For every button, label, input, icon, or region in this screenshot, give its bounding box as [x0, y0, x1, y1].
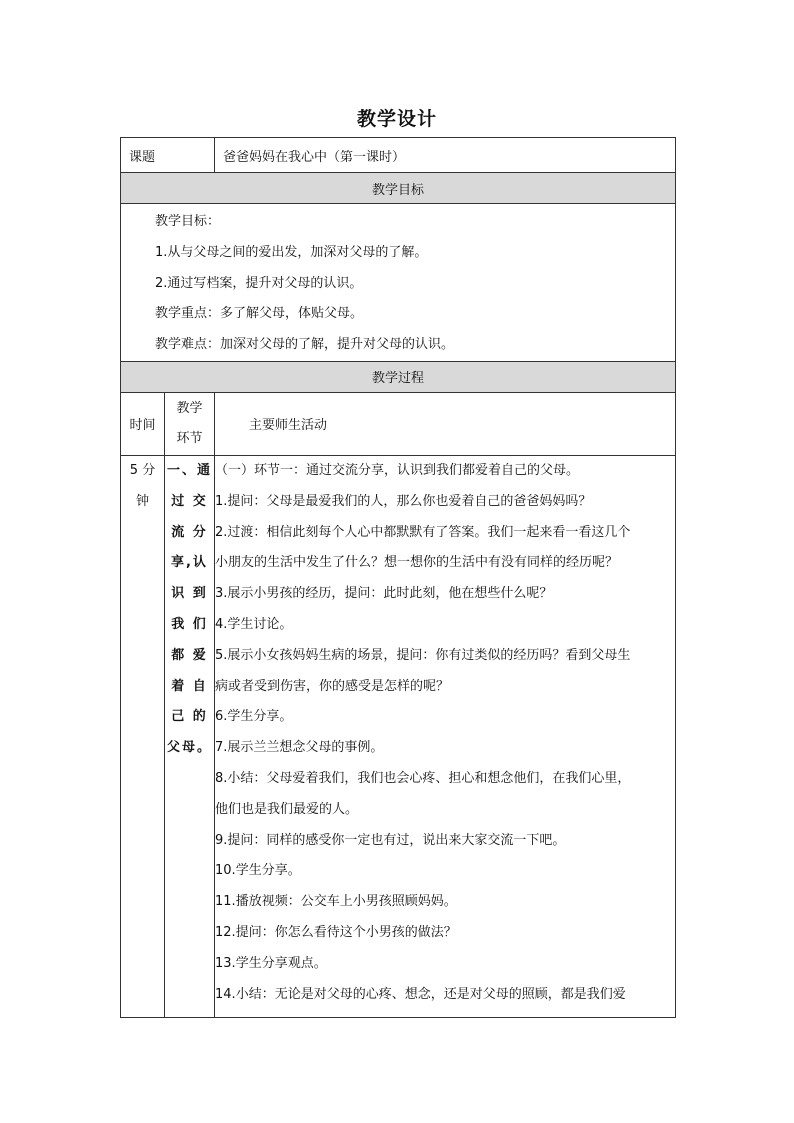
document-title: 教学设计	[356, 108, 437, 130]
objective-line: 教学难点：加深对父母的了解，提升对父母的认识。	[155, 337, 455, 353]
activity-line: 13.学生分享观点。	[215, 955, 327, 971]
activity-line: 7.展示兰兰想念父母的事例。	[215, 740, 384, 756]
activity-line: 小朋友的生活中发生了什么？想一想你的生活中有没有同样的经历呢？	[215, 555, 619, 571]
stage-line: 都 爱	[171, 647, 208, 663]
activity-line: 病或者受到伤害，你的感受是怎样的呢？	[215, 678, 450, 694]
objective-line: 教学目标：	[155, 214, 221, 229]
col-header-activity: 主要师生活动	[215, 392, 676, 455]
stage-line: 着 自	[171, 678, 208, 694]
objectives-header: 教学目标	[121, 173, 676, 204]
activity-line: 2.过渡：相信此刻每个人心中都默默有了答案。我们一起来看一看这几个	[215, 524, 631, 540]
activity-line: 12.提问：你怎么看待这个小男孩的做法？	[215, 924, 457, 940]
stage-line: 流 分	[171, 524, 208, 540]
stage-cell	[165, 455, 215, 1017]
activity-line: （一）环节一：通过交流分享，认识到我们都爱着自己的父母。	[215, 462, 580, 478]
objectives-cell	[121, 204, 676, 362]
objective-line: 1.从与父母之间的爱出发，加深对父母的了解。	[155, 244, 428, 260]
stage-line: 父母。	[167, 740, 213, 756]
stage-line: 一、通	[167, 462, 213, 478]
time-line: 钟	[135, 493, 149, 509]
activity-line: 4.学生讨论。	[215, 616, 293, 632]
objective-line: 2.通过写档案，提升对父母的认识。	[155, 275, 363, 291]
activity-line: 5.展示小女孩妈妈生病的场景，提问：你有过类似的经历吗？看到父母生	[215, 647, 631, 663]
time-line: 5 分	[129, 462, 156, 478]
activity-line: 3.展示小男孩的经历，提问：此时此刻，他在想些什么呢？	[215, 586, 553, 602]
time-cell	[121, 455, 165, 1017]
col-header-time: 时间	[121, 392, 165, 455]
activity-line: 他们也是我们最爱的人。	[215, 801, 359, 817]
stage-line: 识 到	[171, 586, 208, 602]
lesson-plan-table	[120, 137, 676, 1018]
course-label: 课题	[121, 138, 215, 173]
objective-line: 教学重点：多了解父母，体贴父母。	[155, 306, 364, 322]
stage-line: 我 们	[171, 616, 208, 632]
col-header-stage-line: 环节	[176, 430, 203, 446]
activity-line: 8.小结：父母爱着我们，我们也会心疼、担心和想念他们，在我们心里，	[215, 770, 631, 786]
activity-line: 10.学生分享。	[215, 863, 301, 879]
activity-cell	[215, 455, 676, 1017]
stage-line: 过 交	[171, 493, 208, 509]
stage-line: 享,认	[171, 555, 208, 571]
activity-line: 11.播放视频：公交车上小男孩照顾妈妈。	[215, 894, 457, 910]
stage-line: 己 的	[171, 709, 208, 725]
activity-line: 1.提问：父母是最爱我们的人，那么你也爱着自己的爸爸妈妈吗？	[215, 493, 592, 509]
process-header: 教学过程	[121, 361, 676, 392]
col-header-stage	[165, 392, 215, 455]
activity-line: 6.学生分享。	[215, 709, 293, 725]
activity-line: 9.提问：同样的感受你一定也有过，说出来大家交流一下吧。	[215, 832, 566, 848]
course-value: 爸爸妈妈在我心中（第一课时）	[215, 138, 676, 173]
activity-line: 14.小结：无论是对父母的心疼、想念，还是对父母的照顾，都是我们爱	[215, 986, 626, 1002]
col-header-stage-line: 教学	[176, 400, 203, 416]
